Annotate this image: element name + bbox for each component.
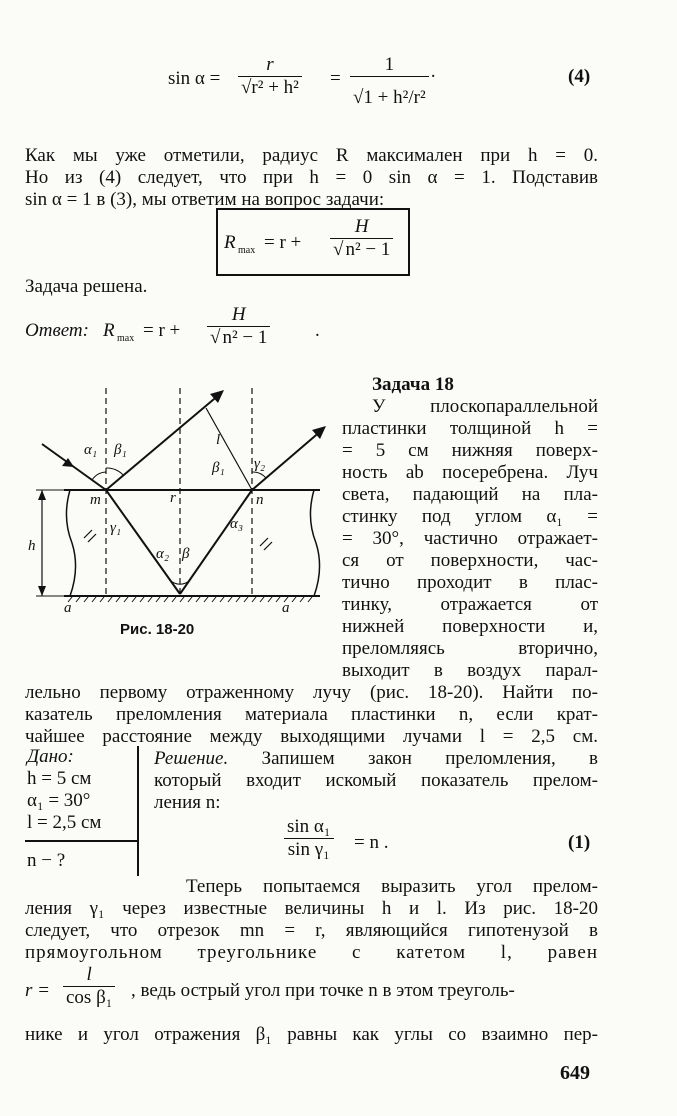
boxed-sub: max	[238, 245, 256, 256]
answer	[25, 300, 365, 364]
label-gamma2: γ₂	[254, 456, 266, 472]
given-find: n − ?	[27, 850, 66, 871]
solution-after-1: Теперь попытаемся выразить угол прелом-	[186, 876, 598, 897]
eq4-frac-2	[350, 54, 429, 109]
eq1-rhs: = n .	[354, 832, 389, 853]
label-gamma1: γ₁	[110, 520, 122, 536]
problem-line-8: ся от поверхности, час-	[342, 550, 598, 571]
plate-body	[68, 490, 316, 596]
thickness-arrow-bottom	[38, 586, 46, 596]
problem-line-7: = 30°, частично отражает-	[342, 528, 598, 549]
given-line-1: h = 5 см	[27, 768, 92, 789]
answer-sub: max	[117, 333, 135, 344]
solution-intro	[154, 748, 598, 770]
answer-label: Ответ:	[25, 320, 89, 341]
req-rest: , ведь острый угол при точке n в этом треуголь-	[131, 980, 515, 1001]
equation-r	[25, 962, 600, 1016]
eq1-frac	[284, 816, 334, 861]
refracted-ray-up	[180, 490, 252, 594]
normals	[106, 388, 252, 596]
label-h: h	[28, 538, 36, 554]
given-line-3: l = 2,5 см	[27, 812, 102, 833]
problem-line-12: преломляясь вторично,	[342, 638, 598, 659]
arc-gamma2	[252, 472, 266, 478]
problem-line-6: стинку под углом α₁ =	[342, 506, 598, 527]
equation-1	[284, 816, 600, 872]
answer-tail: .	[315, 320, 320, 341]
label-alpha2: α₂	[156, 546, 170, 562]
eq1-den: sin γ₁	[284, 838, 334, 861]
solution-after-2: ления γ₁ через известные величины h и l. Из рис. 18-20	[25, 898, 598, 919]
boxed-den-text: n² − 1	[345, 239, 391, 260]
solved-text: Задача решена.	[25, 276, 148, 297]
boxed-num: H	[354, 216, 369, 237]
figure-caption: Рис. 18-20	[120, 621, 195, 638]
problem-line-11: нижней поверхности и,	[342, 616, 598, 637]
problem-line-10: тинку, отражается от	[342, 594, 598, 615]
plate-left-break	[66, 490, 75, 596]
label-alpha3: α₃	[230, 516, 244, 532]
arc-alpha1	[92, 472, 106, 480]
problem-line-9: тично проходит в плас-	[342, 572, 598, 593]
solution-line-2: ления n:	[154, 792, 221, 813]
boxed-frac	[330, 216, 393, 261]
given-title: Дано:	[27, 746, 74, 767]
given-block	[25, 746, 139, 876]
label-n: n	[256, 492, 264, 508]
answer-num: H	[231, 304, 246, 325]
solution-intro-label: Решение.	[154, 748, 229, 769]
eq4-tail: ·	[430, 66, 437, 87]
solution-after-3: следует, что отрезок mn = r, являющийся гипотенузой в	[25, 920, 598, 941]
answer-eq: = r +	[143, 320, 181, 341]
plate-right-break	[310, 490, 319, 596]
thickness-arrow-top	[38, 490, 46, 500]
req-frac	[63, 964, 115, 1009]
problem-line-4: ность ab посеребрена. Луч	[342, 462, 598, 483]
req-num: l	[86, 964, 92, 985]
problem-line-13: выходит в воздух парал-	[342, 660, 598, 681]
eq4-frac-1	[238, 54, 302, 99]
boxed-den: √ n² − 1	[330, 238, 393, 261]
label-a-left: a	[64, 600, 72, 616]
problem-full-line-1: лельно первому отраженному лучу (рис. 18-20). Найти по-	[25, 682, 598, 703]
solution-intro-rest: Запишем закон преломления, в	[228, 748, 598, 769]
label-beta1b: β₁	[212, 460, 225, 476]
boxed-lhs: R	[224, 232, 236, 253]
given-divider	[25, 840, 137, 842]
solution-after-4: прямоугольном треугольнике с катетом l, равен	[25, 942, 598, 963]
answer-den-text: n² − 1	[222, 327, 268, 348]
label-m: m	[90, 492, 101, 508]
boxed-result	[216, 208, 410, 276]
eq4-den2: √1 + h²/r²	[350, 76, 429, 109]
req-den: cos β₁	[63, 986, 115, 1009]
problem-full-line-3: чайшее расстояние между выходящими лучами l = 2,5 см.	[25, 726, 598, 747]
eq4-number: (4)	[568, 66, 591, 87]
eq4-lhs: sin α =	[168, 68, 221, 89]
solution-line-1: который входит искомый показатель прелом-	[154, 770, 598, 791]
para1-line-2: Но из (4) следует, что при h = 0 sin α = 1. Подставив	[25, 167, 598, 188]
arc-beta1	[106, 468, 124, 476]
answer-frac	[207, 304, 270, 349]
answer-lhs: R	[103, 320, 115, 341]
eq4-num1: r	[266, 54, 274, 75]
label-beta: β	[182, 546, 190, 562]
distance-l	[206, 408, 252, 490]
eq4-num2: 1	[384, 54, 395, 75]
problem-full-line-2: казатель преломления материала пластинки n, если крат-	[25, 704, 598, 725]
para1-line-1: Как мы уже отметили, радиус R максимален при h = 0.	[25, 145, 598, 166]
problem-line-5: света, падающий на пла-	[342, 484, 598, 505]
silver-hatch	[68, 597, 312, 602]
para1-line-3: sin α = 1 в (3), мы ответим на вопрос задачи:	[25, 189, 385, 210]
problem-line-1: У плоскопараллельной	[372, 396, 598, 417]
eq1-number: (1)	[568, 832, 591, 853]
eq1-num: sin α₁	[287, 816, 331, 837]
problem-line-3: = 5 см нижняя поверх-	[342, 440, 598, 461]
page-number: 649	[560, 1062, 590, 1084]
req-lhs: r =	[25, 980, 50, 1001]
eq4-den1: √r² + h²	[238, 76, 302, 99]
refracted-ray-down	[106, 490, 180, 594]
label-alpha1: α₁	[84, 442, 98, 458]
label-beta1: β₁	[114, 442, 127, 458]
eq4-equals: =	[330, 68, 341, 89]
given-line-2: α₁ = 30°	[27, 790, 91, 811]
problem-title: Задача 18	[372, 374, 454, 395]
figure-18-20	[28, 368, 358, 648]
label-r: r	[170, 490, 176, 506]
boxed-eq: = r +	[264, 232, 302, 253]
equation-4	[168, 40, 598, 140]
label-a-right: a	[282, 600, 290, 616]
answer-den: √ n² − 1	[207, 326, 270, 349]
label-l: l	[216, 432, 221, 448]
solution-last: нике и угол отражения β₁ равны как углы со взаимно пер-	[25, 1024, 598, 1045]
problem-line-2: пластинки толщиной h =	[342, 418, 598, 439]
